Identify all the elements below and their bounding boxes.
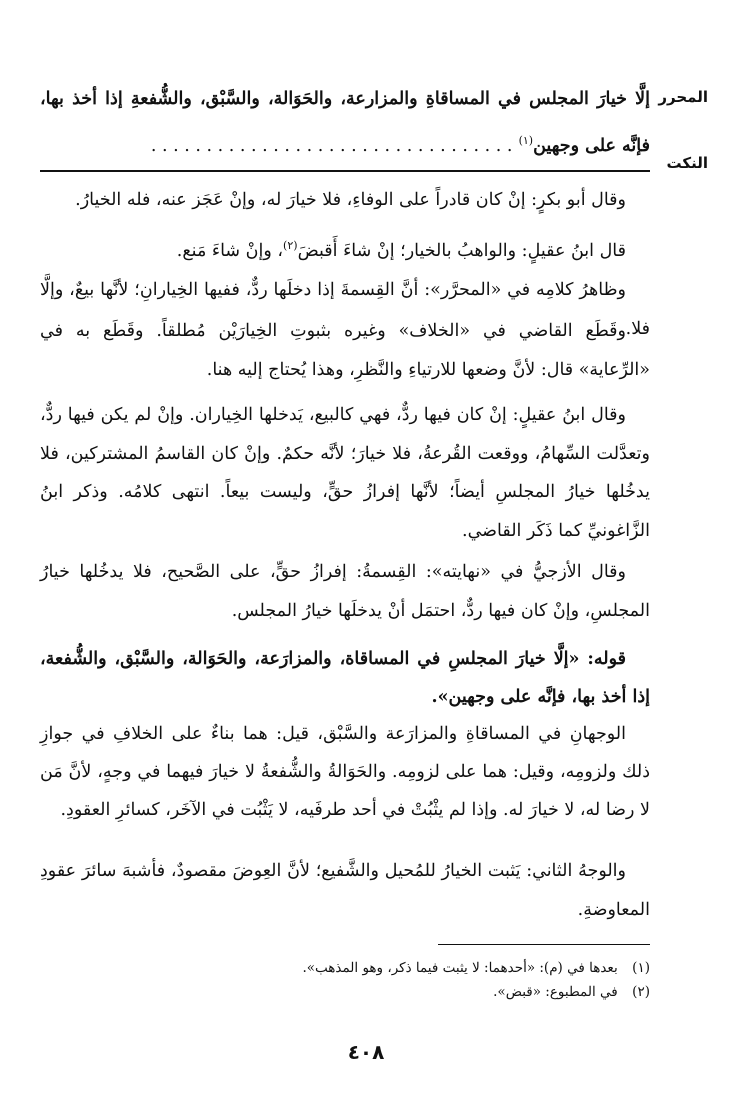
paragraph-1: وقال أبو بكرٍ: إنْ كان قادراً على الوفاءِ، فلا خيارَ له، وإنْ عَجَز عنه، فله الخيارُ. [75,190,626,210]
footnote-1-text: بعدها في (م): «أحدهما: لا يثبت فيما ذكر، وهو المذهب». [302,960,618,976]
paragraph-6: وقال الأزجيُّ في «نهايته»: القِسمةُ: إفرازُ حقٍّ، على الصَّحيح، فلا يدخُلها خيارُ المجلسِ، وإنْ كان فيها ردٌّ، احتمَل أنْ يدخلَها خيارُ المجلس. [40,562,650,621]
paragraph-2-part-a: قال ابنُ عقيلٍ: والواهبُ بالخيار؛ إنْ شاءَ أَقبضَ [297,240,626,261]
quoted-matn-paragraph: قوله: «إلَّا خيارَ المجلسِ في المساقاة، والمزارَعة، والحَوَالة، والسَّبْق، والشُّفعة، إذا أخذ بها، فإنَّه على وجهين». [40,649,650,707]
section-divider [40,170,650,172]
footnote-2-text: في المطبوع: «قبض». [493,984,618,1000]
footnote-2 [40,980,650,1004]
page-number: ٤٠٨ [347,1040,385,1064]
side-label-muharrar: المحرر [658,88,708,106]
footnote-2-number: (٢) [632,984,650,1000]
side-label-nukat: النكت [666,154,708,172]
paragraph-5: وقال ابنُ عقيلٍ: إنْ كان فيها ردٌّ، فهي كالبيع، يَدخلها الخِياران. وإنْ لم يكن فيها ردٌّ، وتعدَّلت السِّهامُ، ووقعت القُرعةُ، فلا خيارَ؛ لأنَّه حكمٌ. وإنْ كان القاسمُ المشتركين، فلا يدخُلها خيارُ المجلسِ أيضاً؛ لأنَّها إفرازُ حقٍّ، وليست بيعاً. انتهى كلامُه. وذكر ابنُ الزَّاغونيِّ كما ذَكَر القاضي. [40,405,650,541]
footnote-1 [40,956,650,980]
paragraph-2 [40,227,650,270]
footnote-ref-1: (١) [518,134,534,147]
footnote-ref-2: (٢) [283,239,298,252]
muharrar-text [40,78,650,167]
paragraph-4: وقَطَع القاضي في «الخلاف» وغيره بثبوتِ الخِيارَيْن مُطلقاً. وقَطَع به في «الرِّعاية» قال: لأنَّ وضعها للارتياءِ والنَّظرِ، وهذا يُحتاج إليه هنا. [40,321,650,380]
muharrar-body: إلَّا خيارَ المجلس في المساقاةِ والمزارعة، والحَوَالة، والسَّبْق، والشُّفعةِ إذا أخذ بها، فإنَّه على وجهين [40,89,650,156]
paragraph-2-part-b: ، وإنْ شاءَ مَنع. [176,240,284,261]
footnote-separator [438,944,650,945]
paragraph-3: وظاهرُ كلامِه في «المحرَّر»: أنَّ القِسمةَ إذا دخلَها ردٌّ، ففيها الخِيارانِ؛ لأنَّها بيعٌ، وإلَّا فلا. [40,280,650,339]
dotted-leader: . . . . . . . . . . . . . . . . . . . . . . . . . . . . . . . . . [150,135,513,156]
paragraph-9: والوجهُ الثاني: يَثبت الخيارُ للمُحيل والشَّفيع؛ لأنَّ العِوضَ مقصودٌ، فأشبهَ سائرَ عقودِ المعاوضةِ. [40,861,650,920]
paragraph-8: الوجهانِ في المساقاةِ والمزارَعة والسَّبْق، قيل: هما بناءٌ على الخلافِ في جوازِ ذلك ولزومِه، وقيل: هما على لزومِه. والحَوَالةُ والشُّفعةُ لا خيارَ فيهما في وجهٍ، لأنَّ مَن لا رضا له، لا خيارَ له. وإذا لم يثْبُتْ في أحد طرفَيه، لا يَثْبُت في الآخَر، كسائرِ العقودِ. [40,724,650,820]
footnote-1-number: (١) [632,960,650,976]
